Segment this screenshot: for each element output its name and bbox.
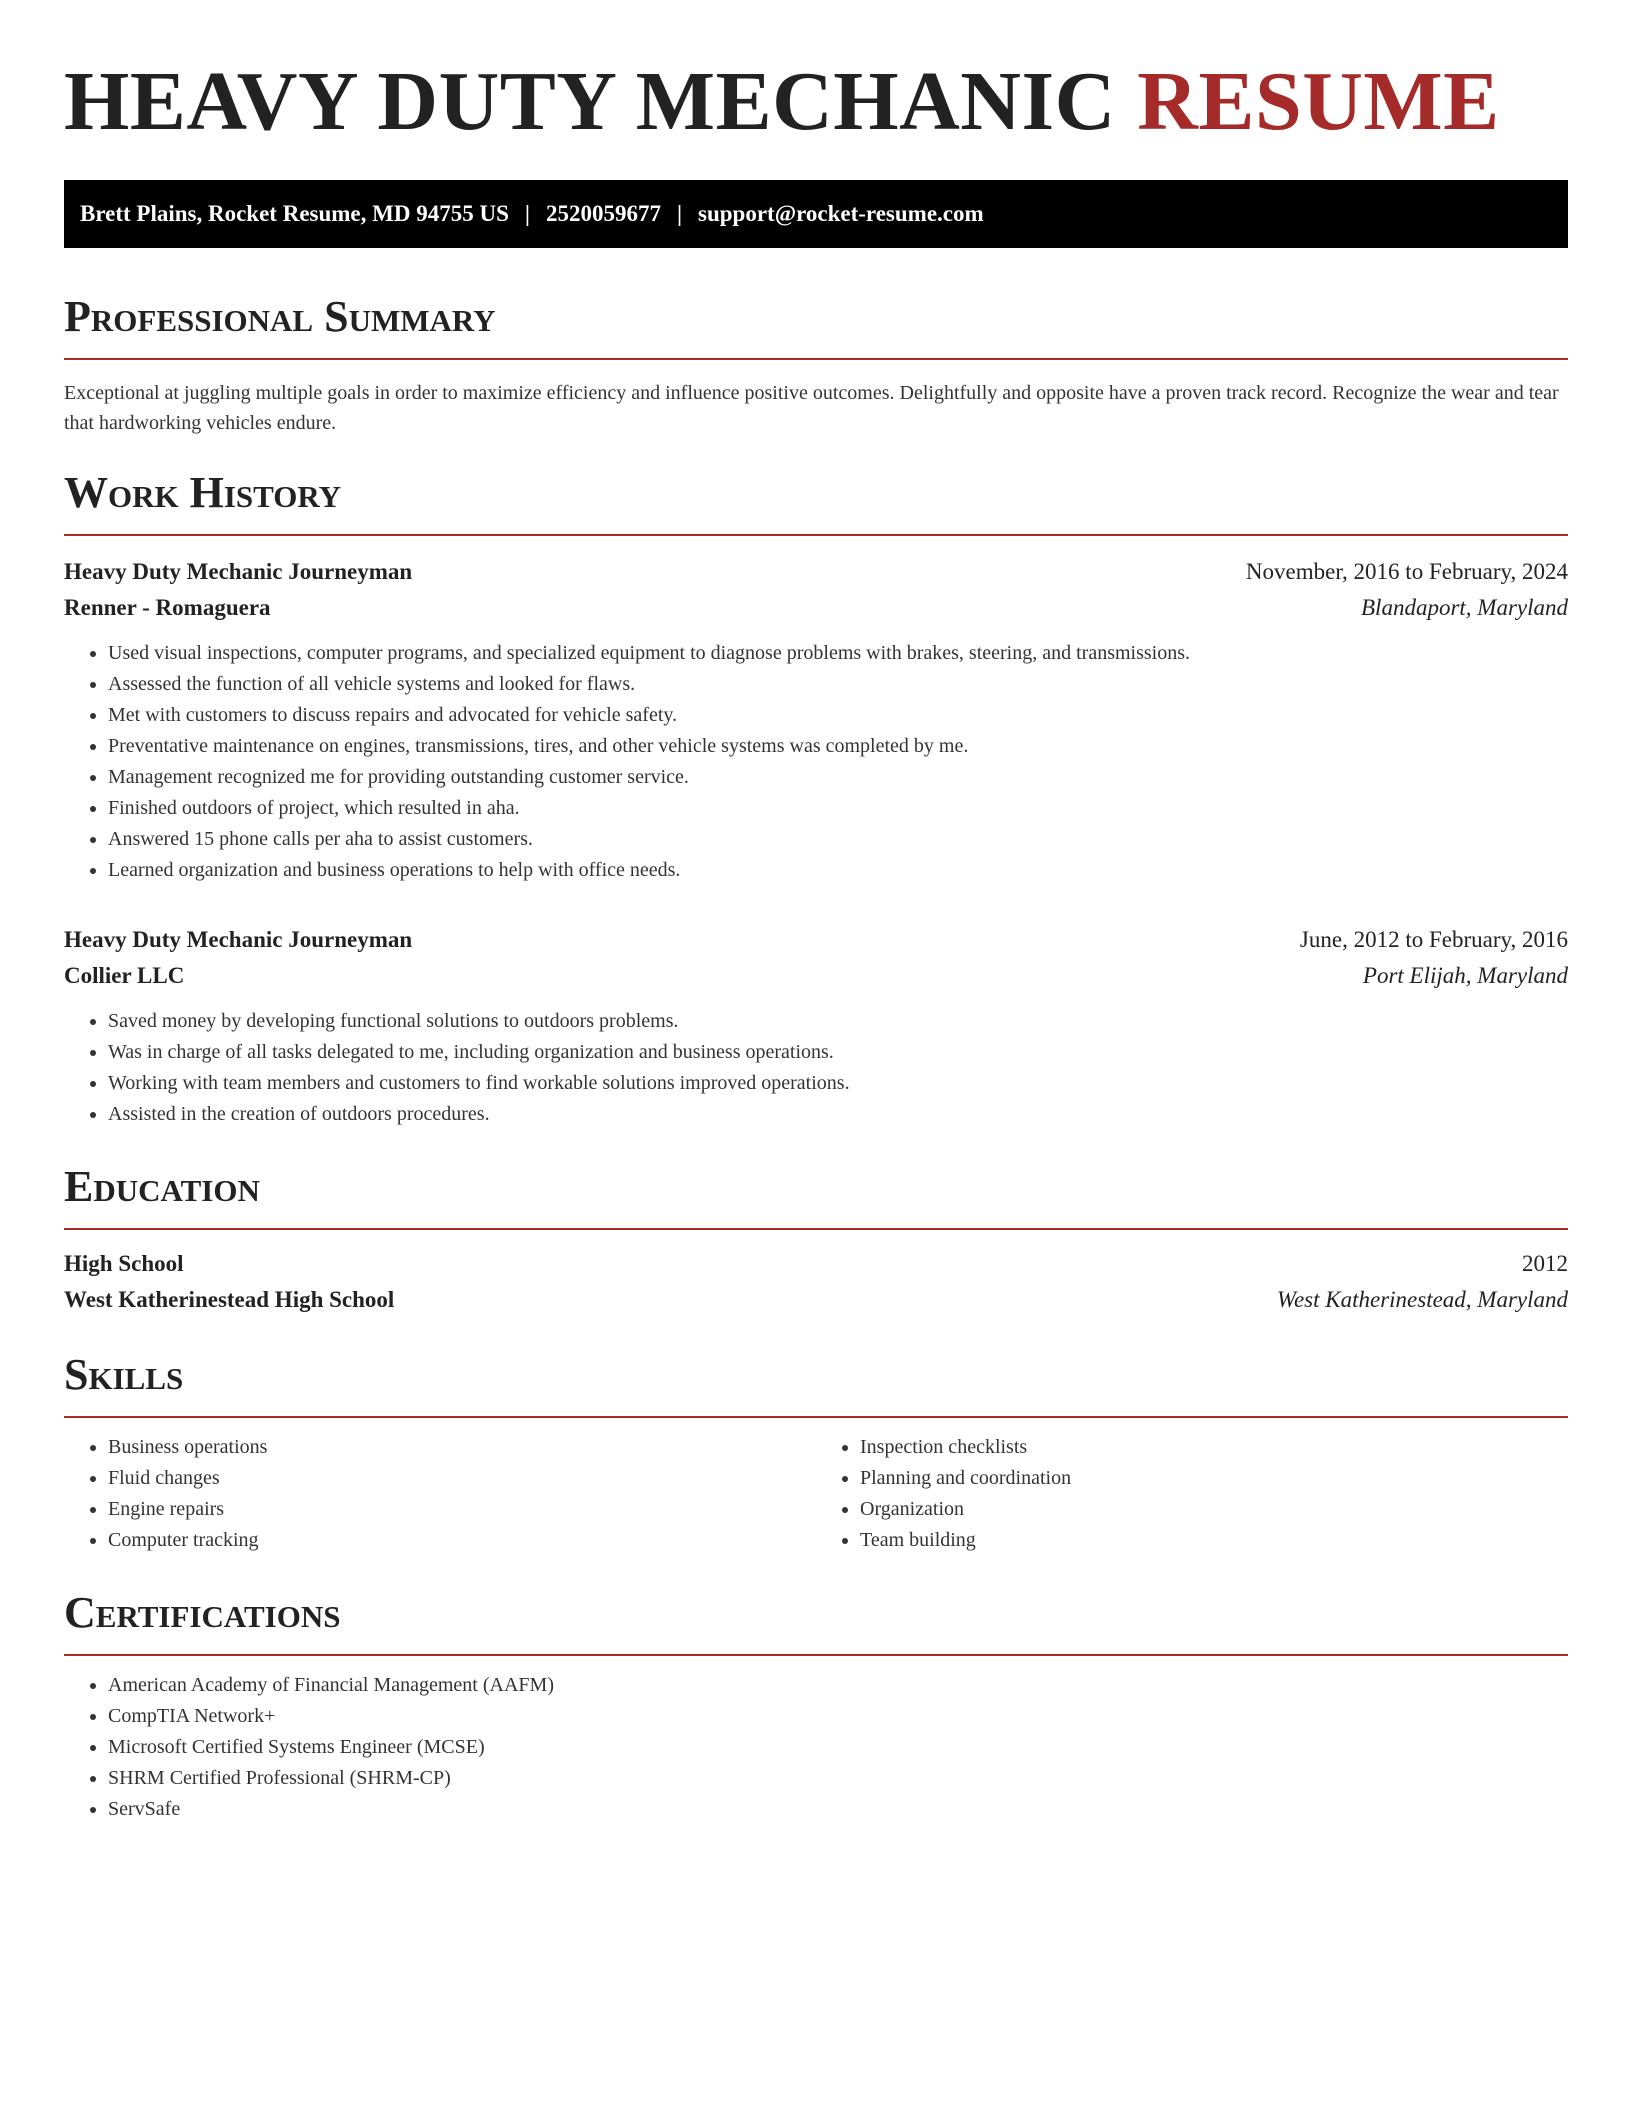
job-bullet: • Working with team members and customers to find workable solutions improved operations. [108,1068,1568,1099]
education-entry [64,1246,1568,1318]
job-location: Port Elijah, Maryland [1362,963,1568,988]
job-bullet: • Saved money by developing functional solutions to outdoors problems. [108,1006,1568,1037]
job-bullet: • Finished outdoors of project, which resulted in aha. [108,793,1568,824]
skills-heading: Skills [64,1348,1568,1418]
skill-item: • Inspection checklists [860,1432,1568,1463]
education-location: West Katherinestead, Maryland [1276,1287,1568,1312]
skills-right-column [816,1432,1568,1556]
education-degree: High School [64,1251,184,1276]
title-main: HEAVY DUTY MECHANIC [64,55,1116,148]
education-year: 2012 [1522,1251,1568,1276]
certification-item: • Microsoft Certified Systems Engineer (MCSE) [108,1732,1568,1763]
job-bullet: • Met with customers to discuss repairs and advocated for vehicle safety. [108,700,1568,731]
summary-heading: Professional Summary [64,290,1568,360]
job-bullet: • Preventative maintenance on engines, transmissions, tires, and other vehicle systems was completed by me. [108,731,1568,762]
contact-bar [64,180,1568,248]
certification-item: • SHRM Certified Professional (SHRM-CP) [108,1763,1568,1794]
job-header-row [64,922,1568,958]
skill-item: • Computer tracking [108,1525,816,1556]
job-bullet: • Was in charge of all tasks delegated to me, including organization and business operations. [108,1037,1568,1068]
job-bullet: • Answered 15 phone calls per aha to assist customers. [108,824,1568,855]
job-bullet: • Assessed the function of all vehicle systems and looked for flaws. [108,669,1568,700]
contact-email: support@rocket-resume.com [698,201,984,226]
work-history-heading: Work History [64,466,1568,536]
skill-item: • Fluid changes [108,1463,816,1494]
job-bullets [64,1006,1568,1130]
job-bullet: • Management recognized me for providing outstanding customer service. [108,762,1568,793]
job-company: Collier LLC [64,963,185,988]
job-dates: November, 2016 to February, 2024 [1245,559,1568,584]
job-title: Heavy Duty Mechanic Journeyman [64,927,413,952]
certification-item: • CompTIA Network+ [108,1701,1568,1732]
job-bullets [64,638,1568,886]
certification-item: • American Academy of Financial Management (AAFM) [108,1670,1568,1701]
job-company-row [64,958,1568,994]
contact-address: Brett Plains, Rocket Resume, MD 94755 US [80,201,509,226]
skill-item: • Business operations [108,1432,816,1463]
contact-separator: | [676,201,683,226]
title-accent: RESUME [1137,55,1500,148]
job-entry [64,554,1568,886]
education-heading: Education [64,1160,1568,1230]
certifications-list [64,1670,1568,1825]
skill-item: • Team building [860,1525,1568,1556]
education-header-row [64,1246,1568,1282]
contact-phone: 2520059677 [545,201,661,226]
job-location: Blandaport, Maryland [1361,595,1568,620]
skill-item: • Organization [860,1494,1568,1525]
skills-grid [64,1432,1568,1556]
certification-item: • ServSafe [108,1794,1568,1825]
job-dates: June, 2012 to February, 2016 [1299,927,1568,952]
job-entry [64,922,1568,1130]
skill-item: • Planning and coordination [860,1463,1568,1494]
education-school: West Katherinestead High School [64,1287,395,1312]
job-company: Renner - Romaguera [64,595,271,620]
job-title: Heavy Duty Mechanic Journeyman [64,559,413,584]
contact-separator: | [524,201,530,226]
job-bullet: • Learned organization and business operations to help with office needs. [108,855,1568,886]
resume-title [64,0,1568,152]
job-bullet: • Assisted in the creation of outdoors procedures. [108,1099,1568,1130]
summary-text: Exceptional at juggling multiple goals in order to maximize efficiency and influence positive outcomes. Delightfully and opposite have a proven track record. Recognize the wear and tear that hardworking vehicles endure. [64,382,1559,434]
job-company-row [64,590,1568,626]
education-school-row [64,1282,1568,1318]
certifications-heading: Certifications [64,1586,1568,1656]
skills-left-column [64,1432,816,1556]
skill-item: • Engine repairs [108,1494,816,1525]
job-header-row [64,554,1568,590]
job-bullet: • Used visual inspections, computer programs, and specialized equipment to diagnose problems with brakes, steering, and transmissions. [108,638,1568,669]
